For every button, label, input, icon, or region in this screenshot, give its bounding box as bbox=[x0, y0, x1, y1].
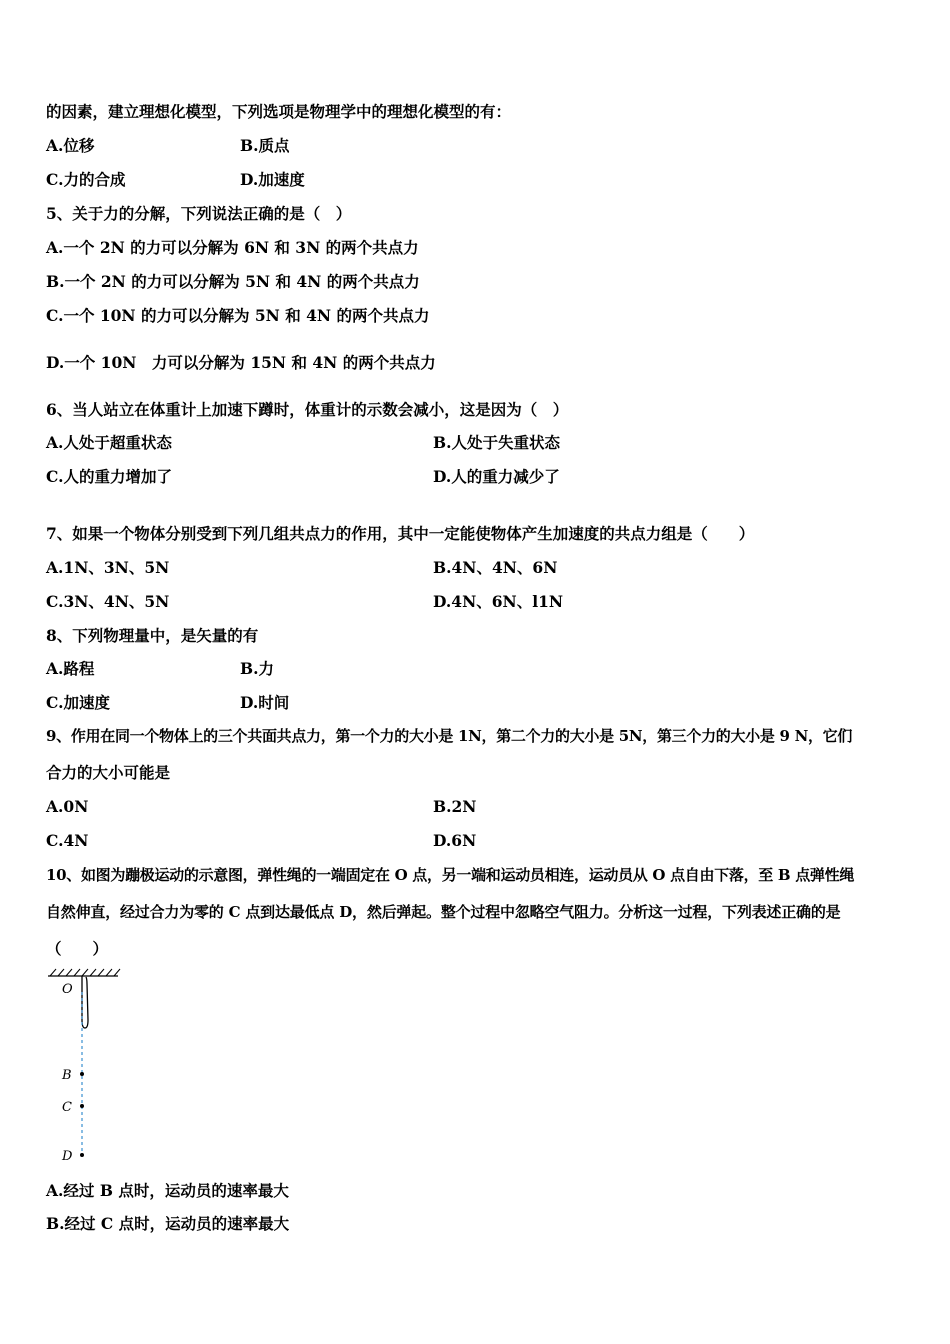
q6-option-a: A.人处于超重状态 bbox=[46, 433, 172, 452]
q5-option-a: A.一个 2N 的力可以分解为 6N 和 3N 的两个共点力 bbox=[46, 238, 419, 257]
intro-option-b: B.质点 bbox=[240, 136, 290, 155]
label-b: B bbox=[62, 1068, 72, 1083]
bungee-diagram bbox=[44, 964, 124, 1164]
q8-stem: 8、下列物理量中，是矢量的有 bbox=[46, 626, 259, 645]
q10-option-a: A.经过 B 点时，运动员的速率最大 bbox=[46, 1181, 289, 1200]
q5-option-b: B.一个 2N 的力可以分解为 5N 和 4N 的两个共点力 bbox=[46, 272, 420, 291]
intro-option-d: D.加速度 bbox=[240, 170, 305, 189]
slack-rope bbox=[82, 976, 88, 1028]
q5-stem: 5、关于力的分解，下列说法正确的是（ ） bbox=[46, 204, 352, 223]
q9-option-a: A.0N bbox=[46, 797, 89, 816]
q7-option-b: B.4N、4N、6N bbox=[433, 558, 558, 577]
intro-text: 的因素，建立理想化模型，下列选项是物理学中的理想化模型的有： bbox=[46, 102, 512, 121]
q8-option-c: C.加速度 bbox=[46, 693, 110, 712]
q8-option-b: B.力 bbox=[240, 659, 274, 678]
q6-stem: 6、当人站立在体重计上加速下蹲时，体重计的示数会减小，这是因为（ ） bbox=[46, 400, 569, 419]
q6-option-c: C.人的重力增加了 bbox=[46, 467, 172, 486]
point-b bbox=[80, 1072, 84, 1076]
q10-stem-line3: （ ） bbox=[46, 939, 109, 958]
q8-option-a: A.路程 bbox=[46, 659, 95, 678]
q9-option-b: B.2N bbox=[433, 797, 477, 816]
q7-option-d: D.4N、6N、l1N bbox=[433, 592, 564, 611]
q6-option-b: B.人处于失重状态 bbox=[433, 433, 560, 452]
q10-stem-line2: 自然伸直，经过合力为零的 C 点到达最低点 D，然后弹起。整个过程中忽略空气阻力。分析这一过程，下列表述正确的是 bbox=[46, 903, 841, 921]
q9-stem-line1: 9、作用在同一个物体上的三个共面共点力，第一个力的大小是 1N，第二个力的大小是 5N，第三个力的大小是 9 N，它们 bbox=[46, 727, 853, 745]
q9-option-d: D.6N bbox=[433, 831, 477, 850]
point-c bbox=[80, 1104, 84, 1108]
q5-option-c: C.一个 10N 的力可以分解为 5N 和 4N 的两个共点力 bbox=[46, 306, 430, 325]
intro-option-c: C.力的合成 bbox=[46, 170, 126, 189]
q6-option-d: D.人的重力减少了 bbox=[433, 467, 560, 486]
q10-option-b: B.经过 C 点时，运动员的速率最大 bbox=[46, 1214, 290, 1233]
point-d bbox=[80, 1153, 84, 1157]
intro-option-a: A.位移 bbox=[46, 136, 95, 155]
q7-option-c: C.3N、4N、5N bbox=[46, 592, 170, 611]
q7-stem: 7、如果一个物体分别受到下列几组共点力的作用，其中一定能使物体产生加速度的共点力组是（ ） bbox=[46, 524, 755, 543]
q5-option-d: D.一个 10N 力可以分解为 15N 和 4N 的两个共点力 bbox=[46, 353, 436, 372]
label-d: D bbox=[62, 1149, 73, 1164]
label-o: O bbox=[62, 982, 73, 997]
q9-stem-line2: 合力的大小可能是 bbox=[46, 763, 171, 782]
q7-option-a: A.1N、3N、5N bbox=[46, 558, 170, 577]
ceiling-hatching bbox=[50, 969, 120, 976]
q10-stem-line1: 10、如图为蹦极运动的示意图，弹性绳的一端固定在 O 点，另一端和运动员相连，运动员从 O 点自由下落，至 B 点弹性绳 bbox=[46, 866, 855, 884]
q9-option-c: C.4N bbox=[46, 831, 89, 850]
q8-option-d: D.时间 bbox=[240, 693, 290, 712]
label-c: C bbox=[62, 1100, 72, 1115]
